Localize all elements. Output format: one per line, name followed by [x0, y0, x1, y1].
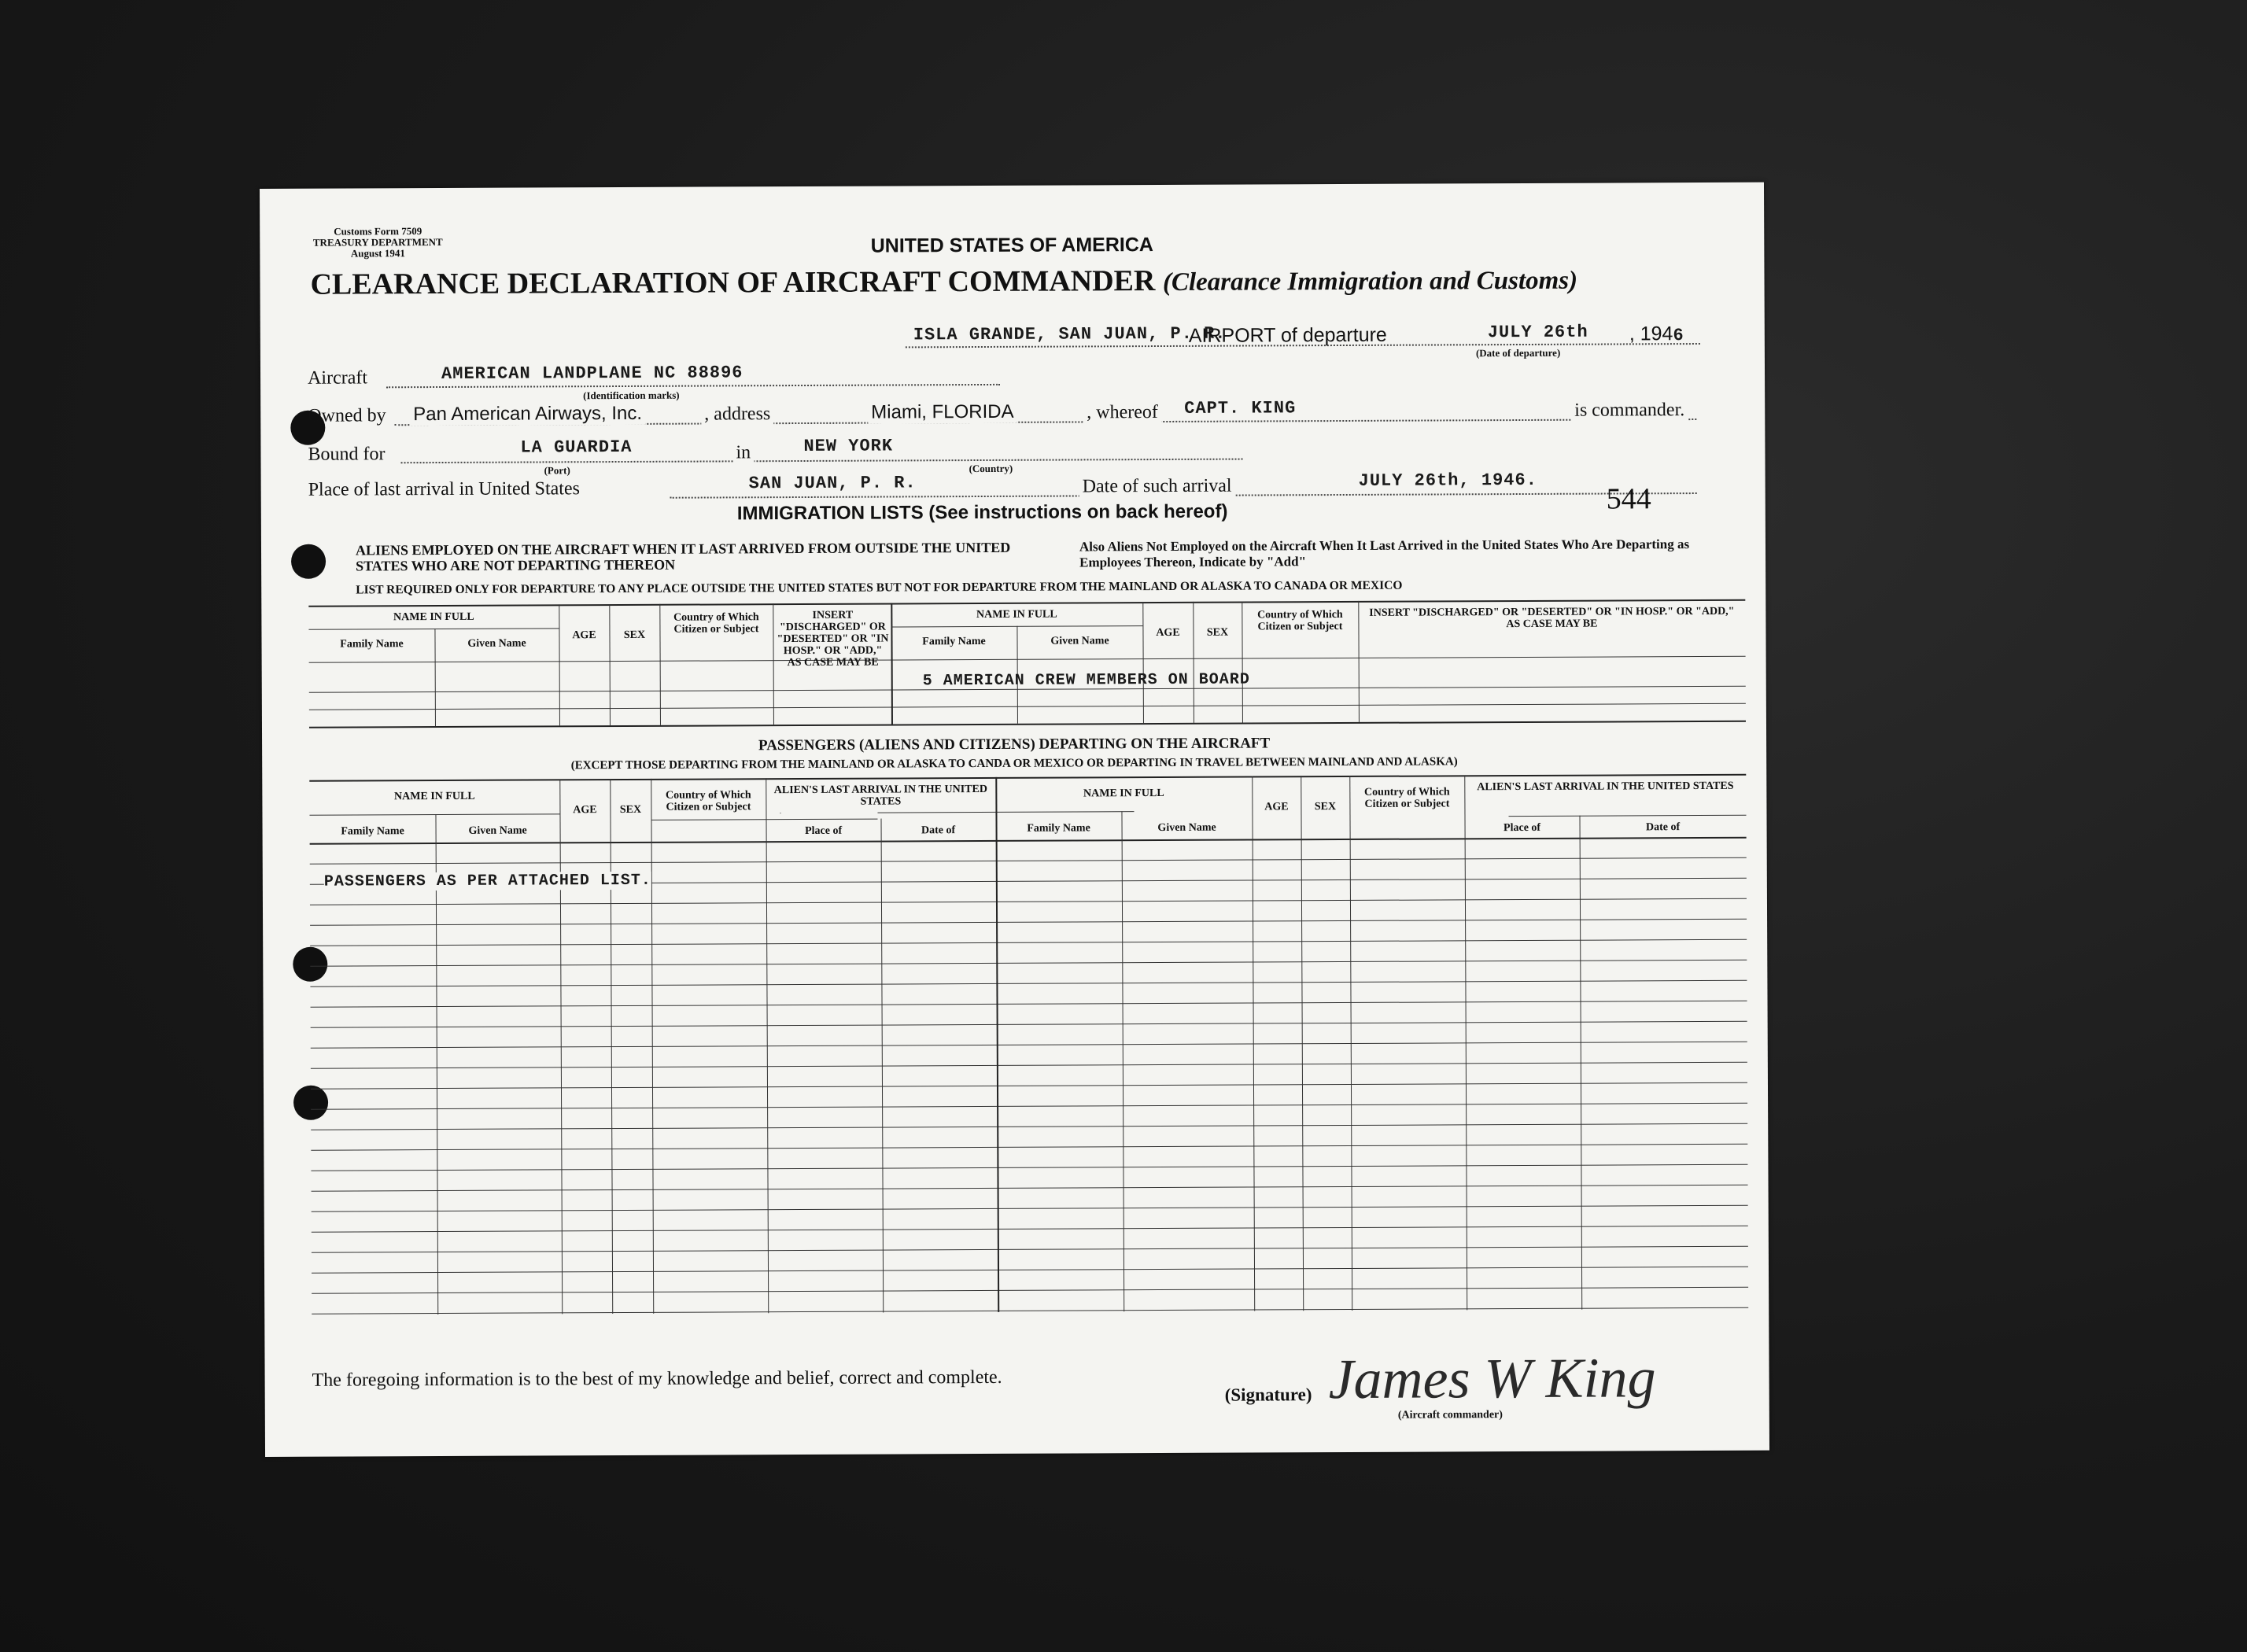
- pax-typed-note: PASSENGERS AS PER ATTACHED LIST.: [323, 871, 651, 891]
- address-label: , address: [701, 404, 773, 425]
- crew-table: [308, 599, 1746, 728]
- pax-sex-right: SEX: [1314, 801, 1337, 813]
- pax-name-in-full: NAME IN FULL: [393, 790, 475, 803]
- passenger-table: [309, 774, 1748, 1315]
- punch-hole-icon: [291, 544, 326, 579]
- signature-caption: (Aircraft commander): [1397, 1409, 1503, 1422]
- pax-country: Country of Which Citizen or Subject: [666, 789, 751, 813]
- last-arrival-value: SAN JUAN, P. R.: [748, 473, 917, 494]
- table-row-line: [310, 898, 1747, 905]
- departure-date-caption: (Date of departure): [1475, 346, 1561, 360]
- table-row-line: [310, 857, 1747, 865]
- form-date: August 1941: [350, 247, 405, 260]
- departure-year-prefix: , 194: [1629, 323, 1673, 345]
- crew-sex-right: SEX: [1206, 626, 1229, 639]
- table-row-line: [312, 1226, 1748, 1233]
- pax-last-arrival: ALIEN'S LAST ARRIVAL IN THE UNITED STATES: [773, 783, 987, 808]
- crew-country: Country of Which Citizen or Subject: [673, 611, 759, 636]
- signature-label: (Signature): [1224, 1385, 1312, 1405]
- table-row-line: [312, 1267, 1748, 1274]
- crew-name-in-full: NAME IN FULL: [393, 610, 474, 624]
- airport-value: ISLA GRANDE, SAN JUAN, P. R.: [913, 323, 1227, 345]
- table-row-line: [311, 1144, 1747, 1151]
- table-row-line: [311, 1123, 1747, 1130]
- crew-age-right: AGE: [1156, 626, 1180, 640]
- table-row-line: [310, 980, 1747, 987]
- pax-age: AGE: [573, 804, 597, 817]
- crew-age: AGE: [572, 629, 596, 642]
- crew-family-name-right: Family Name: [922, 635, 986, 648]
- pax-date-of-right: Date of: [1645, 821, 1681, 834]
- in-label: in: [732, 442, 754, 463]
- crew-name-in-full-right: NAME IN FULL: [976, 608, 1057, 621]
- bound-for-label: Bound for: [308, 444, 386, 465]
- passengers-heading: PASSENGERS (ALIENS AND CITIZENS) DEPARTING ON THE AIRCRAFT: [758, 735, 1271, 754]
- signature: James W King: [1328, 1346, 1656, 1411]
- table-row-line: [312, 1185, 1748, 1192]
- immigration-heading: IMMIGRATION LISTS (See instructions on back hereof): [736, 500, 1228, 525]
- table-row-line: [310, 939, 1747, 946]
- table-row-line: [311, 1082, 1747, 1090]
- owned-by-label: Owned by: [308, 405, 386, 426]
- crew-family-name: Family Name: [340, 638, 404, 651]
- pax-given-name-right: Given Name: [1157, 821, 1216, 835]
- table-row-line: [311, 1062, 1747, 1069]
- table-row-line: [311, 1164, 1747, 1171]
- bound-port-value: LA GUARDIA: [520, 437, 633, 458]
- pax-family-name-right: Family Name: [1027, 822, 1090, 835]
- pax-family-name: Family Name: [341, 825, 404, 838]
- table-row-line: [312, 1307, 1748, 1315]
- address-value: Miami, FLORIDA: [868, 401, 1016, 424]
- country-heading: UNITED STATES OF AMERICA: [870, 234, 1154, 257]
- departure-year-digit: 6: [1673, 326, 1684, 346]
- table-row-line: [312, 1205, 1748, 1212]
- table-row-line: [312, 1287, 1748, 1294]
- table-row-line: [310, 919, 1747, 926]
- aircraft-label: Aircraft: [307, 367, 368, 389]
- form-number: Customs Form 7509: [334, 225, 422, 238]
- crew-typed-note: 5 AMERICAN CREW MEMBERS ON BOARD: [922, 670, 1250, 691]
- passengers-subheading: (EXCEPT THOSE DEPARTING FROM THE MAINLAND OR ALASKA TO CANDA OR MEXICO OR DEPARTING IN TRAVEL BETWEEN MAINLAND AND ALASKA): [570, 755, 1458, 773]
- list-required-note: LIST REQUIRED ONLY FOR DEPARTURE TO ANY PLACE OUTSIDE THE UNITED STATES BUT NOT FOR DEPARTURE FROM THE MAINLAND OR ALASKA TO CANADA OR MEXICO: [356, 578, 1403, 597]
- crew-insert: INSERT "DISCHARGED" OR "DESERTED" OR "IN HOSP." OR "ADD," AS CASE MAY BE: [777, 609, 889, 669]
- form-sheet: [260, 183, 1769, 1457]
- crew-sex: SEX: [623, 629, 646, 641]
- table-row-line: [311, 1001, 1747, 1008]
- arrival-date-label: Date of such arrival: [1079, 476, 1235, 498]
- pax-name-in-full-right: NAME IN FULL: [1083, 787, 1164, 800]
- pax-country-right: Country of Which Citizen or Subject: [1364, 786, 1450, 810]
- pax-date-of: Date of: [921, 824, 956, 837]
- departure-date-value: JULY 26th: [1487, 322, 1588, 343]
- pax-last-arrival-right: ALIEN'S LAST ARRIVAL IN THE UNITED STATES: [1477, 780, 1734, 794]
- commander-label: is commander.: [1571, 400, 1688, 422]
- arrival-date-value: JULY 26th, 1946.: [1358, 470, 1537, 491]
- aircraft-caption: (Identification marks): [583, 389, 680, 402]
- airport-label: AIRPORT of departure: [1188, 323, 1387, 347]
- commander-value: CAPT. KING: [1181, 398, 1299, 419]
- pax-place-of: Place of: [805, 824, 843, 837]
- crew-given-name-right: Given Name: [1050, 635, 1109, 647]
- aliens-left-note: ALIENS EMPLOYED ON THE AIRCRAFT WHEN IT LAST ARRIVED FROM OUTSIDE THE UNITED STATES WHO ARE NOT DEPARTING THEREON: [355, 539, 1011, 574]
- owned-by-value: Pan American Airways, Inc.: [410, 403, 645, 426]
- title-main: CLEARANCE DECLARATION OF AIRCRAFT COMMANDER: [310, 264, 1156, 301]
- crew-insert-right: INSERT "DISCHARGED" OR "DESERTED" OR "IN HOSP." OR "ADD," AS CASE MAY BE: [1369, 605, 1735, 631]
- department: TREASURY DEPARTMENT: [312, 235, 443, 249]
- crew-given-name: Given Name: [467, 637, 526, 650]
- page-title: [310, 261, 1758, 302]
- title-subtitle: (Clearance Immigration and Customs): [1162, 266, 1578, 297]
- sheet-number: 544: [1606, 482, 1651, 516]
- pax-given-name: Given Name: [468, 824, 527, 837]
- certification-text: The foregoing information is to the best of my knowledge and belief, correct and complete.: [312, 1366, 1002, 1391]
- last-arrival-label: Place of last arrival in United States: [308, 478, 580, 500]
- aliens-right-note: Also Aliens Not Employed on the Aircraft When It Last Arrived in the United States Who Are Departing as Employees Thereon, Indicate by "Add": [1079, 537, 1690, 570]
- table-row-line: [311, 1042, 1747, 1049]
- port-caption: (Port): [544, 464, 570, 477]
- pax-age-right: AGE: [1264, 801, 1289, 813]
- table-row-line: [311, 1021, 1747, 1028]
- table-row-line: [312, 1246, 1748, 1253]
- pax-sex: SEX: [619, 803, 642, 817]
- bound-country-value: NEW YORK: [803, 436, 894, 456]
- country-caption: (Country): [969, 462, 1013, 475]
- aircraft-value: AMERICAN LANDPLANE NC 88896: [441, 363, 743, 384]
- table-row-line: [310, 960, 1747, 967]
- departure-year: [1629, 323, 1684, 345]
- crew-country-right: Country of Which Citizen or Subject: [1257, 608, 1343, 633]
- pax-place-of-right: Place of: [1504, 821, 1541, 835]
- table-row-line: [311, 1103, 1747, 1110]
- whereof-label: , whereof: [1083, 402, 1161, 423]
